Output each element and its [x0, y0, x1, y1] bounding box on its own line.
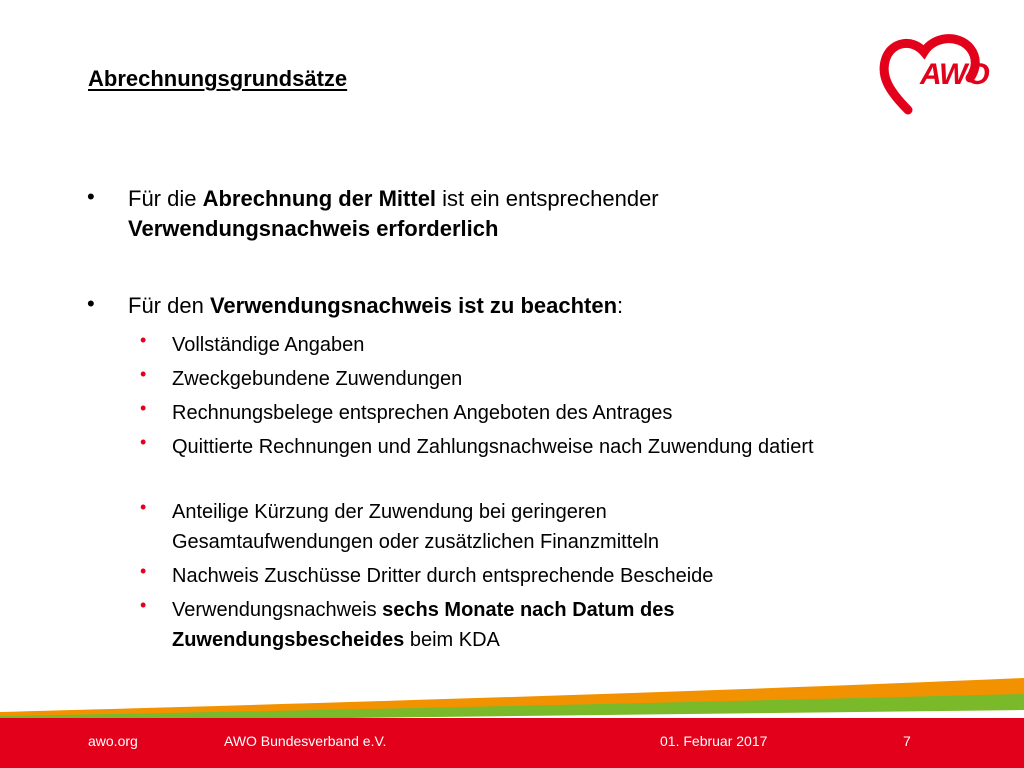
footer-page-number: 7 — [903, 733, 911, 749]
footer-site-link[interactable]: awo.org — [88, 733, 138, 749]
bullet-text: Für den Verwendungsnachweis ist zu beachten: — [128, 293, 624, 318]
bullet-marker: • — [87, 184, 95, 209]
sub-bullet-marker: • — [140, 561, 147, 581]
sub-bullet-marker: • — [140, 595, 147, 615]
sub-bullet-marker: • — [140, 364, 147, 384]
sub-bullet-text: Vollständige Angaben — [172, 334, 365, 356]
footer-organization: AWO Bundesverband e.V. — [224, 733, 387, 749]
sub-bullet-text: Rechnungsbelege entsprechen Angeboten des Antrages — [172, 402, 673, 424]
sub-bullet-text: Quittierte Rechnungen und Zahlungsnachweise nach Zuwendung datiert — [172, 436, 814, 458]
sub-bullet-marker: • — [140, 398, 147, 418]
slide-title: Abrechnungsgrundsätze — [88, 66, 348, 91]
logo-text: AWO — [920, 58, 989, 91]
sub-bullet-text: Nachweis Zuschüsse Dritter durch entsprechende Bescheide — [172, 565, 714, 587]
sub-bullet-text: Anteilige Kürzung der Zuwendung bei geringeren Gesamtaufwendungen oder zusätzlichen Finanzmitteln — [172, 501, 659, 553]
footer-bar — [0, 718, 1024, 768]
sub-bullet-marker: • — [140, 330, 147, 350]
sub-bullet-text: Verwendungsnachweis sechs Monate nach Datum des Zuwendungsbescheides beim KDA — [172, 599, 675, 651]
footer-date: 01. Februar 2017 — [660, 733, 768, 749]
sub-bullet-marker: • — [140, 432, 147, 452]
bullet-text: Für die Abrechnung der Mittel ist ein entsprechender Verwendungsnachweis erforderlich — [128, 186, 659, 241]
sub-bullet-marker: • — [140, 497, 147, 517]
sub-bullet-text: Zweckgebundene Zuwendungen — [172, 368, 463, 390]
bullet-marker: • — [87, 291, 95, 316]
